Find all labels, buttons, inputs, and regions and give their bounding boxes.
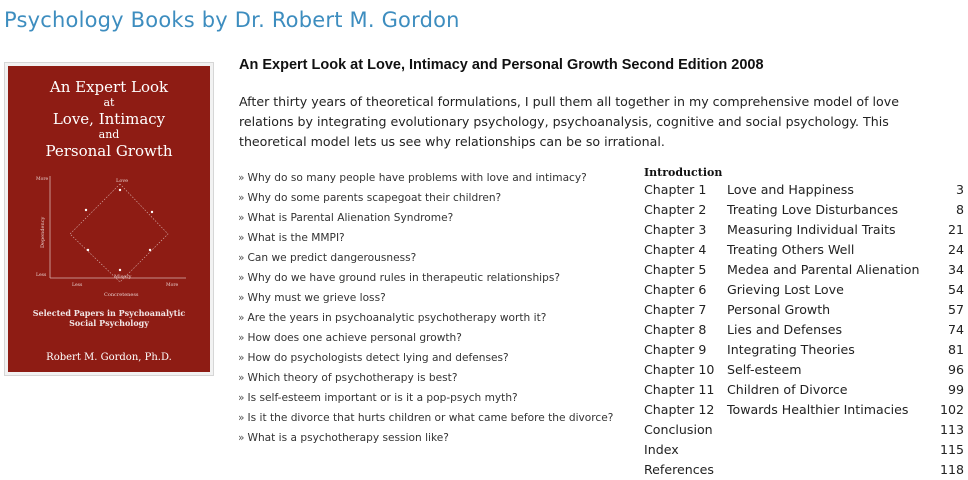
toc-chapter: Chapter 1	[644, 182, 707, 197]
question-item	[238, 328, 624, 348]
question-link[interactable]: Which theory of psychotherapy is best?	[247, 372, 458, 384]
toc-chapter: Chapter 6	[644, 282, 707, 297]
bullet-icon: »	[238, 252, 245, 264]
toc-title: Measuring Individual Traits	[727, 222, 896, 237]
toc-page: 54	[947, 282, 964, 297]
diagram-axis-dependency: Dependency	[40, 216, 46, 248]
diagram-label-less-bl: Less	[36, 273, 47, 278]
bullet-icon: »	[238, 272, 245, 284]
toc-chapter: References	[644, 462, 714, 477]
toc-chapter: Chapter 10	[644, 362, 715, 377]
toc-row	[644, 280, 964, 300]
question-item	[238, 248, 624, 268]
question-link[interactable]: How does one achieve personal growth?	[247, 332, 462, 344]
question-link[interactable]: What is Parental Alienation Syndrome?	[247, 212, 454, 224]
question-link[interactable]: Are the years in psychoanalytic psychotherapy worth it?	[247, 312, 547, 324]
toc-title: Integrating Theories	[727, 342, 855, 357]
toc-row	[644, 440, 964, 460]
toc-title: Treating Love Disturbances	[727, 202, 899, 217]
toc-chapter: Chapter 11	[644, 382, 715, 397]
cover-title-line: at	[103, 96, 115, 109]
toc-title: Lies and Defenses	[727, 322, 843, 337]
toc-chapter: Chapter 7	[644, 302, 707, 317]
question-item	[238, 388, 624, 408]
diagram-label-misery: Misery	[114, 274, 132, 280]
bullet-icon: »	[238, 232, 245, 244]
question-link[interactable]: Can we predict dangerousness?	[247, 252, 417, 264]
toc-row	[644, 460, 964, 480]
toc-title: Self-esteem	[727, 362, 802, 377]
bullet-icon: »	[238, 372, 245, 384]
cover-title-line: Love, Intimacy	[52, 110, 166, 128]
diagram-label-less-b: Less	[72, 283, 83, 288]
question-link[interactable]: Why must we grieve loss?	[247, 292, 386, 304]
cover-subtitle: Selected Papers in Psychoanalytic Social Psychology	[32, 308, 186, 328]
toc-row	[644, 200, 964, 220]
diagram-label-more-br: More	[166, 283, 179, 288]
question-item	[238, 308, 624, 328]
question-link[interactable]: Is it the divorce that hurts children or what came before the divorce?	[247, 412, 614, 424]
toc-chapter: Chapter 4	[644, 242, 707, 257]
toc-row	[644, 320, 964, 340]
bullet-icon: »	[238, 332, 245, 344]
toc-chapter: Chapter 12	[644, 402, 715, 417]
toc-page: 34	[947, 262, 964, 277]
question-link[interactable]: What is the MMPI?	[247, 232, 345, 244]
toc-row	[644, 400, 964, 420]
question-link[interactable]: Why do we have ground rules in therapeutic relationships?	[247, 272, 560, 284]
question-item	[238, 288, 624, 308]
table-of-contents	[644, 166, 964, 480]
toc-row	[644, 220, 964, 240]
toc-page: 118	[939, 462, 964, 477]
question-link[interactable]: Why do some parents scapegoat their children?	[247, 192, 502, 204]
toc-row	[644, 380, 964, 400]
toc-heading: Introduction	[644, 166, 723, 179]
toc-title: Personal Growth	[727, 302, 831, 317]
toc-row	[644, 260, 964, 280]
toc-page: 21	[947, 222, 964, 237]
cover-title-line: Personal Growth	[45, 142, 173, 160]
toc-title: Grieving Lost Love	[727, 282, 844, 297]
diagram-label-more-tl: More	[36, 177, 49, 182]
bullet-icon: »	[238, 432, 245, 444]
toc-page: 57	[947, 302, 964, 317]
toc-chapter: Conclusion	[644, 422, 713, 437]
question-item	[238, 428, 624, 448]
bullet-icon: »	[238, 392, 245, 404]
question-list	[238, 168, 624, 448]
question-item	[238, 168, 624, 188]
toc-title: Medea and Parental Alienation	[727, 262, 920, 277]
question-item	[238, 348, 624, 368]
question-link[interactable]: What is a psychotherapy session like?	[247, 432, 449, 444]
toc-title: Love and Happiness	[727, 182, 854, 197]
toc-chapter: Chapter 9	[644, 342, 707, 357]
toc-page: 3	[955, 182, 964, 197]
question-item	[238, 228, 624, 248]
toc-title: Children of Divorce	[727, 382, 848, 397]
toc-page: 8	[955, 202, 964, 217]
bullet-icon: »	[238, 352, 245, 364]
toc-page: 113	[939, 422, 964, 437]
question-link[interactable]: Is self-esteem important or is it a pop-psych myth?	[247, 392, 518, 404]
toc-page: 24	[947, 242, 964, 257]
bullet-icon: »	[238, 172, 245, 184]
toc-chapter: Chapter 8	[644, 322, 707, 337]
bullet-icon: »	[238, 292, 245, 304]
diagram-label-love: Love	[116, 178, 129, 184]
toc-page: 115	[939, 442, 964, 457]
book-heading: An Expert Look at Love, Intimacy and Personal Growth Second Edition 2008	[239, 57, 764, 73]
cover-title	[8, 78, 210, 160]
toc-row	[644, 300, 964, 320]
toc-row	[644, 420, 964, 440]
cover-title-line: and	[98, 128, 120, 141]
toc-chapter: Chapter 2	[644, 202, 707, 217]
cover-author: Robert M. Gordon, Ph.D.	[46, 352, 172, 363]
question-link[interactable]: How do psychologists detect lying and defenses?	[247, 352, 509, 364]
bullet-icon: »	[238, 212, 245, 224]
toc-chapter: Index	[644, 442, 679, 457]
cover-diagram	[28, 170, 192, 304]
toc-row	[644, 240, 964, 260]
toc-page: 99	[947, 382, 964, 397]
toc-title: Treating Others Well	[727, 242, 855, 257]
diagram-axis-concreteness: Concreteness	[104, 292, 139, 298]
toc-row	[644, 340, 964, 360]
bullet-icon: »	[238, 412, 245, 424]
cover-title-line: An Expert Look	[49, 78, 169, 96]
toc-page: 102	[939, 402, 964, 417]
book-description: After thirty years of theoretical formulations, I pull them all together in my comprehensive model of love relations by integrating evolutionary psychology, psychoanalysis, cognitive and social psychology. This theoretical model lets us see why relationships can be so irrational.	[239, 94, 899, 149]
toc-chapter: Chapter 3	[644, 222, 707, 237]
bullet-icon: »	[238, 312, 245, 324]
toc-chapter: Chapter 5	[644, 262, 707, 277]
book-cover	[8, 66, 210, 372]
question-item	[238, 408, 624, 428]
toc-page: 74	[947, 322, 964, 337]
toc-page: 81	[947, 342, 964, 357]
question-item	[238, 368, 624, 388]
page-title: Psychology Books by Dr. Robert M. Gordon	[4, 8, 460, 32]
bullet-icon: »	[238, 192, 245, 204]
book-cover-image	[4, 62, 214, 376]
toc-title: Towards Healthier Intimacies	[727, 402, 909, 417]
toc-row	[644, 360, 964, 380]
toc-page: 96	[947, 362, 964, 377]
question-item	[238, 188, 624, 208]
question-item	[238, 208, 624, 228]
question-item	[238, 268, 624, 288]
question-link[interactable]: Why do so many people have problems with love and intimacy?	[247, 172, 587, 184]
toc-row	[644, 180, 964, 200]
